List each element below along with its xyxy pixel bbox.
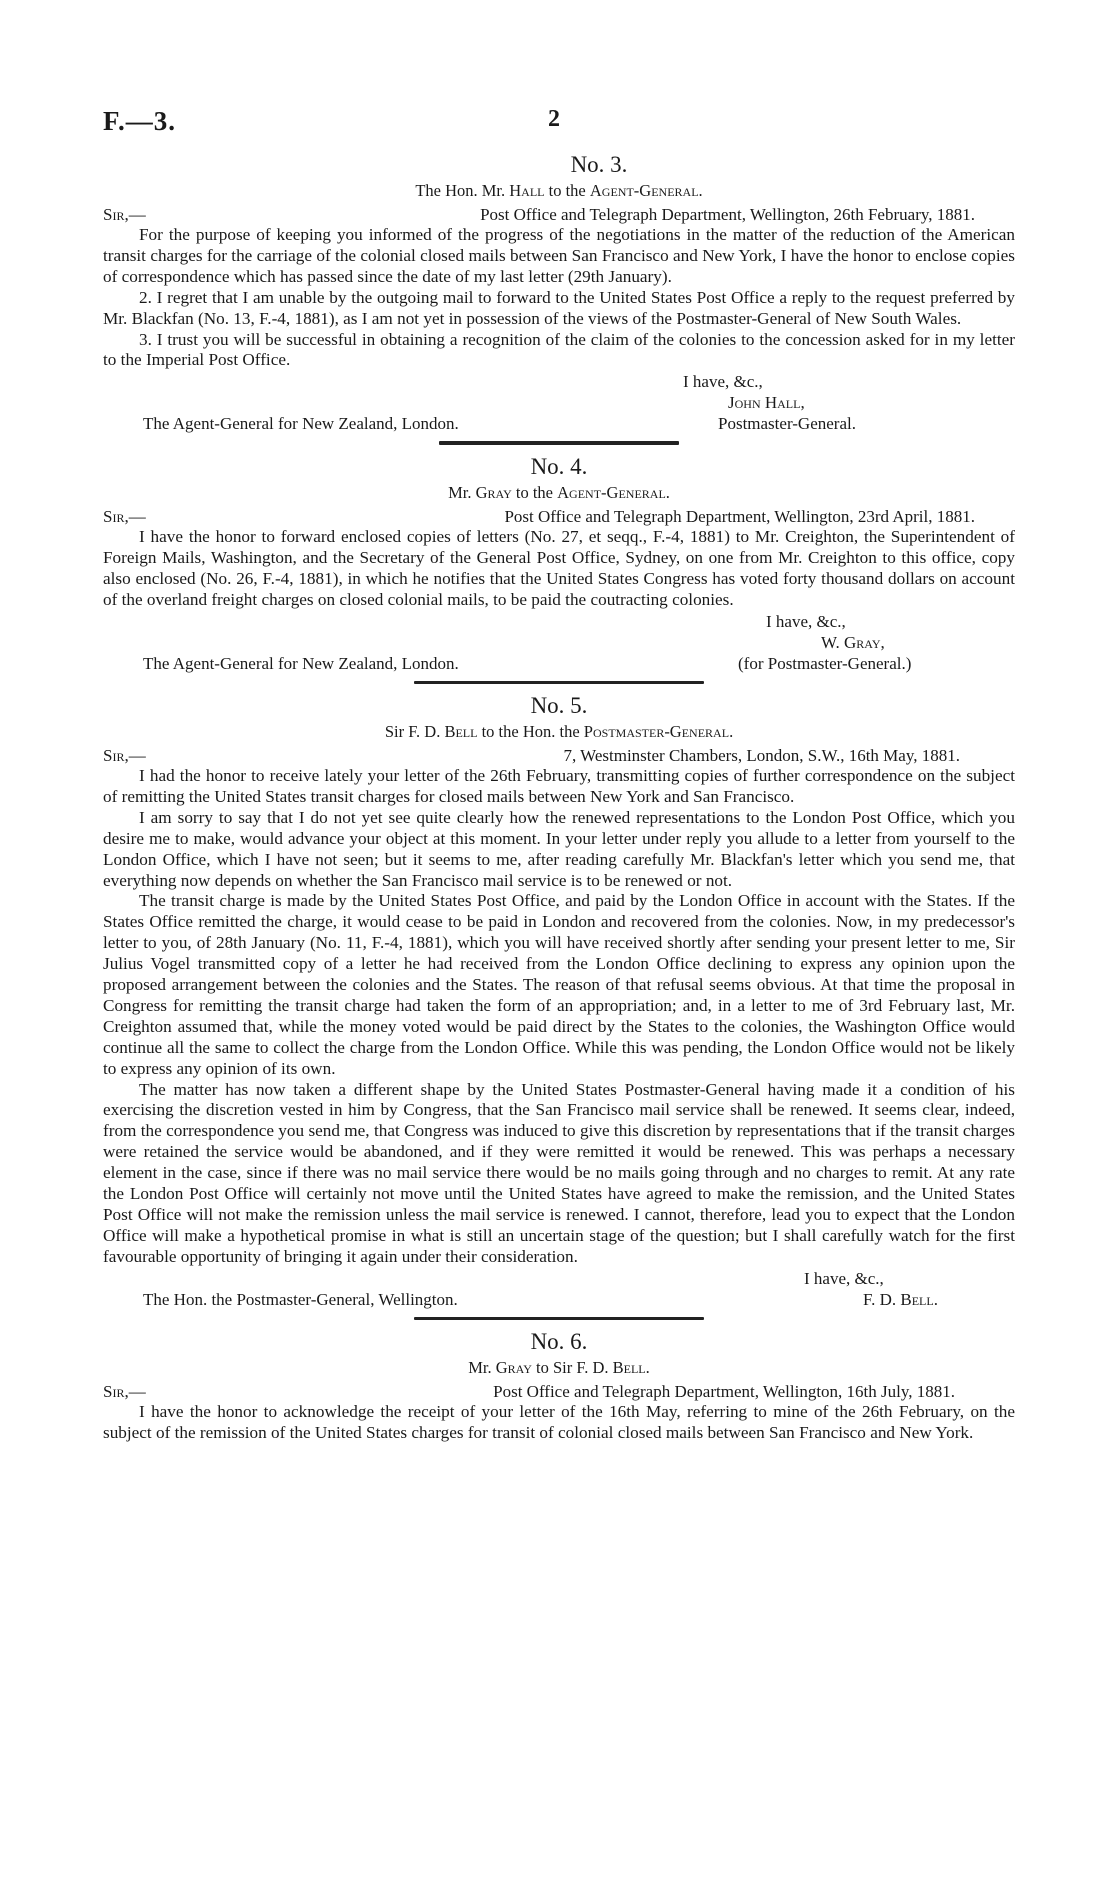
closing-phrase: I have, &c., xyxy=(804,1268,884,1288)
closing-block xyxy=(103,371,1015,413)
letter-no-5 xyxy=(103,691,1015,1310)
signer-title: Postmaster-General. xyxy=(718,414,856,434)
section-divider xyxy=(439,441,679,445)
letters-column xyxy=(103,150,1015,1444)
salutation-row xyxy=(103,204,1015,225)
addressee: The Hon. the Postmaster-General, Wellington. xyxy=(143,1289,458,1309)
letter-no-4 xyxy=(103,452,1015,674)
letter-no-3 xyxy=(103,150,1015,434)
letter-number: No. 3. xyxy=(570,152,628,177)
closing-block xyxy=(103,1268,1015,1289)
paragraph: I am sorry to say that I do not yet see quite clearly how the renewed representations to the London Post Office, which you desire me to make, would advance your object at this moment. In your letter under reply you allude to a letter from yourself to the London Office, which I have not seen; but it seems to me, after reading carefully Mr. Blackfan's letter which you send me, that everything now depends on whether the San Francisco mail service is to be renewed or not. xyxy=(103,807,1015,890)
letter-number: No. 6. xyxy=(530,1328,588,1354)
paragraph: The transit charge is made by the United States Post Office, and paid by the London Office in account with the States. If the States Office remitted the charge, it would cease to be paid in London and recovered from the colonies. Now, in my predecessor's letter to you, of 28th January (No. 11, F.-4, 1881), which you will have received shortly after sending your present letter to me, Sir Julius Vogel transmitted copy of a letter he had received from the London Office declining to express any opinion upon the proposed arrangement between the colonies and the States. The reason of that refusal seems obvious. At that time the proposal in Congress for remitting the transit charge had taken the form of an appropriation; and, in a letter to me of 3rd February last, Mr. Creighton assumed that, while the money voted would be paid direct by the States to the colonies, the Washington Office would continue all the same to collect the charge from the London Office. While this was pending, the London Office would not be likely to express any opinion of its own. xyxy=(103,891,1015,1078)
signer-title: F. D. Bell. xyxy=(863,1289,938,1309)
letter-number: No. 4. xyxy=(530,454,588,480)
dateline: Post Office and Telegraph Department, Wellington, 26th February, 1881. xyxy=(480,205,975,224)
dateline: Post Office and Telegraph Department, Wellington, 16th July, 1881. xyxy=(493,1381,955,1401)
letter-from-to: Sir F. D. Bell to the Hon. the Postmaster-General. xyxy=(384,721,734,741)
address-row xyxy=(103,1289,1015,1310)
paragraph: For the purpose of keeping you informed of the progress of the negotiations in the matter of the reduction of the American transit charges for the carriage of the colonial closed mails between San Francisco and New York, I have the honor to enclose copies of correspondence which has passed since the date of my last letter (29th January). xyxy=(103,225,1015,286)
salutation: Sir,— xyxy=(103,205,146,224)
dateline: 7, Westminster Chambers, London, S.W., 16th May, 1881. xyxy=(563,745,960,765)
section-divider xyxy=(414,1317,704,1320)
section-divider xyxy=(414,681,704,684)
salutation-row xyxy=(103,506,1015,527)
letter-from-to: Mr. Gray to the Agent-General. xyxy=(448,483,670,503)
paragraph: 3. I trust you will be successful in obtaining a recognition of the claim of the colonies to the concession asked for in my letter to the Imperial Post Office. xyxy=(103,329,1015,370)
salutation: Sir,— xyxy=(103,1381,146,1401)
letter-number: No. 5. xyxy=(530,692,588,718)
paragraph: I have the honor to forward enclosed copies of letters (No. 27, et seqq., F.-4, 1881) to Mr. Creighton, the Superintendent of Foreign Mails, Washington, and the Secretary of the General Post Office, Sydney, on one from Mr. Creighton to this office, copy also enclosed (No. 26, F.-4, 1881), in which he notifies that the United States Congress has voted forty thousand dollars on account of the overland freight charges on closed colonial mails, to be paid the coutracting colonies. xyxy=(103,527,1015,610)
addressee: The Agent-General for New Zealand, London. xyxy=(143,653,459,673)
paragraph: 2. I regret that I am unable by the outgoing mail to forward to the United States Post Office a reply to the request preferred by Mr. Blackfan (No. 13, F.-4, 1881), as I am not yet in possession of the views of the Postmaster-General of New South Wales. xyxy=(103,287,1015,328)
signature: W. Gray, xyxy=(821,632,885,652)
salutation-row xyxy=(103,745,1015,766)
page-number: 2 xyxy=(548,106,560,132)
salutation: Sir,— xyxy=(103,507,146,527)
paper-reference: F.—3. xyxy=(103,106,177,136)
paragraph: The matter has now taken a different shape by the United States Postmaster-General having made it a condition of his exercising the discretion vested in him by Congress, that the San Francisco mail service shall be renewed. It seems clear, indeed, from the correspondence you send me, that Congress was induced to give this discretion by representations that if the transit charges were retained the service would be abandoned, and if they were remitted it would be renewed. This was perhaps a necessary element in the case, since if there was no mail service there would be no mails going through and no charges to remit. At any rate the London Post Office will certainly not move until the United States have agreed to make the remission, and the United States Post Office will not make the remission unless the mail service is renewed. I cannot, therefore, lead you to expect that the London Office will make a hypothetical promise in what is still an uncertain stage of the question; but I shall carefully watch for the first favourable opportunity of bringing it again under their consideration. xyxy=(103,1079,1015,1266)
closing-phrase: I have, &c., xyxy=(766,611,846,631)
signature: John Hall, xyxy=(728,393,805,413)
address-row xyxy=(103,413,1015,434)
salutation: Sir,— xyxy=(103,745,146,765)
letter-from-to: The Hon. Mr. Hall to the Agent-General. xyxy=(415,181,703,200)
salutation-row xyxy=(103,1381,1015,1402)
signer-title: (for Postmaster-General.) xyxy=(738,653,912,673)
letter-no-6 xyxy=(103,1327,1015,1444)
closing-phrase: I have, &c., xyxy=(683,372,763,392)
closing-block xyxy=(103,611,1015,653)
dateline: Post Office and Telegraph Department, Wellington, 23rd April, 1881. xyxy=(504,507,975,527)
address-row xyxy=(103,653,1015,674)
paragraph: I have the honor to acknowledge the receipt of your letter of the 16th May, referring to mine of the 26th February, on the subject of the remission of the United States charges for transit of colonial closed mails between San Francisco and New York. xyxy=(103,1401,1015,1442)
addressee: The Agent-General for New Zealand, London. xyxy=(143,414,459,434)
letter-from-to: Mr. Gray to Sir F. D. Bell. xyxy=(468,1357,650,1377)
paragraph: I had the honor to receive lately your letter of the 26th February, transmitting copies of further correspondence on the subject of remitting the United States transit charges for closed mails between New York and San Francisco. xyxy=(103,765,1015,806)
